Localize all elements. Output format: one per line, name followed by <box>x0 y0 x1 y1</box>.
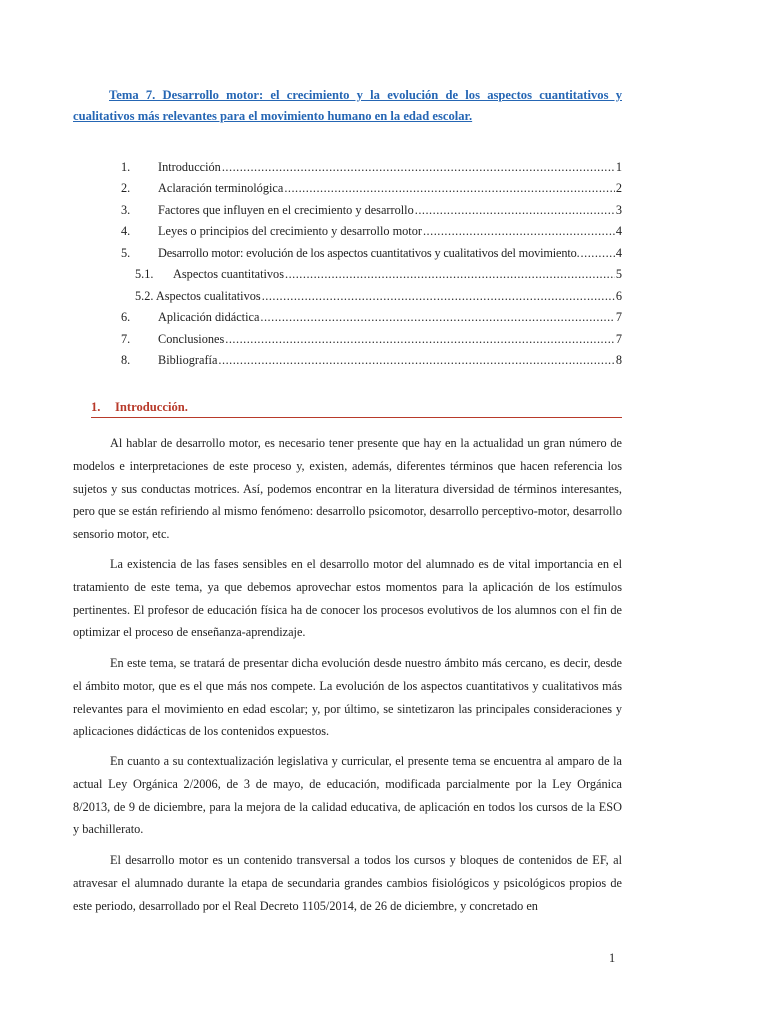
toc-entry-number: 5. <box>121 246 131 260</box>
toc-entry[interactable] <box>135 264 622 285</box>
toc-leader-dots <box>218 350 614 371</box>
document-title: Tema 7. Desarrollo motor: el crecimiento y la evolución de los aspectos cuantitativos y cualitativos más relevantes para el movimiento humano en la edad escolar. <box>73 88 622 123</box>
toc-entry-page: 7 <box>615 332 622 346</box>
toc-leader-dots <box>415 200 615 221</box>
body-paragraph: En cuanto a su contextualización legislativa y curricular, el presente tema se encuentra al amparo de la actual Ley Orgánica 2/2006, de 3 de mayo, de educación, modificada parcialmente por la Ley Orgánica 8/2013, de 9 de diciembre, para la mejora de la calidad educativa, de aplicación en todos los cursos de la ESO y bachillerato. <box>73 754 622 837</box>
toc-entry-page: 2 <box>615 181 622 195</box>
toc-entry[interactable] <box>121 329 622 350</box>
toc-entry-page: 4 <box>615 246 622 260</box>
toc-leader-dots <box>581 243 615 264</box>
toc-entry-page: 3 <box>615 203 622 217</box>
toc-entry-number: 4. <box>121 224 131 238</box>
toc-leader-dots <box>222 157 615 178</box>
toc-entry-number: 1. <box>121 160 131 174</box>
toc-leader-dots <box>262 286 615 307</box>
toc-entry[interactable] <box>121 350 622 371</box>
toc-entry-page: 1 <box>615 160 622 174</box>
toc-entry[interactable] <box>121 307 622 328</box>
toc-entry-text: Bibliografía <box>158 353 218 367</box>
toc-entry-text: Introducción <box>158 160 221 174</box>
toc-entry-number: 7. <box>121 332 131 346</box>
toc-entry-number: 2. <box>121 181 131 195</box>
toc-entry[interactable] <box>121 243 622 264</box>
toc-entry-text: Conclusiones <box>158 332 225 346</box>
toc-entry[interactable] <box>121 200 622 221</box>
toc-entry-text: Leyes o principios del crecimiento y desarrollo motor <box>158 224 422 238</box>
toc-entry-text: Factores que influyen en el crecimiento y desarrollo <box>158 203 414 217</box>
toc-entry-page: 4 <box>615 224 622 238</box>
toc-leader-dots <box>225 329 615 350</box>
toc-entry-text: Aspectos cuantitativos <box>173 267 284 281</box>
toc-entry-number: 5.1. <box>135 267 154 281</box>
toc-entry-number: 8. <box>121 353 131 367</box>
toc-leader-dots <box>260 307 614 328</box>
toc-entry-text: Aplicación didáctica <box>158 310 260 324</box>
section-heading-text: Introducción. <box>115 400 188 414</box>
toc-entry[interactable] <box>121 221 622 242</box>
toc-entry-text: 5.2. Aspectos cualitativos <box>135 289 261 303</box>
toc-entry-text: Desarrollo motor: evolución de los aspectos cuantitativos y cualitativos del movimiento. <box>158 246 580 260</box>
page-number: 1 <box>609 951 616 965</box>
toc-entry[interactable] <box>121 178 622 199</box>
section-heading <box>91 397 622 418</box>
toc-entry-text: Aclaración terminológica <box>158 181 284 195</box>
toc-entry-page: 6 <box>615 289 622 303</box>
section-heading-number: 1. <box>91 400 101 414</box>
toc-entry-page: 8 <box>615 353 622 367</box>
toc-entry-number: 6. <box>121 310 131 324</box>
toc-entry-page: 5 <box>615 267 622 281</box>
toc-entry-page: 7 <box>615 310 622 324</box>
body-paragraph: El desarrollo motor es un contenido transversal a todos los cursos y bloques de contenidos de EF, al atravesar el alumnado durante la etapa de secundaria grandes cambios fisiológicos y psicológicos propios de este periodo, desarrollado por el Real Decreto 1105/2014, de 26 de diciembre, y concretado en <box>73 853 622 913</box>
toc-entry[interactable] <box>135 286 622 307</box>
body-paragraph: La existencia de las fases sensibles en el desarrollo motor del alumnado es de vital importancia en el tratamiento de este tema, ya que debemos aprovechar estos momentos para la aplicación de los estímulos pertinentes. El profesor de educación física ha de conocer los procesos evolutivos de los alumnos con el fin de optimizar el proceso de enseñanza-aprendizaje. <box>73 557 622 640</box>
toc-leader-dots <box>285 264 615 285</box>
toc-leader-dots <box>284 178 615 199</box>
body-paragraph: Al hablar de desarrollo motor, es necesario tener presente que hay en la actualidad un gran número de modelos e interpretaciones de este proceso y, existen, además, diferentes términos que hacen referencia los sujetos y sus conductas motrices. Así, podemos encontrar en la literatura diversidad de términos interesantes, pero que se están refiriendo al mismo fenómeno: desarrollo psicomotor, desarrollo perceptivo-motor, desarrollo sensorio motor, etc. <box>73 436 622 542</box>
toc-entry-number: 3. <box>121 203 131 217</box>
toc-leader-dots <box>423 221 615 242</box>
body-paragraph: En este tema, se tratará de presentar dicha evolución desde nuestro ámbito más cercano, es decir, desde el ámbito motor, que es el que más nos compete. La evolución de los aspectos cuantitativos y cualitativos más relevantes para el movimiento en edad escolar; y, por último, se sintetizaron las principales consideraciones y aplicaciones didácticas de los contenidos expuestos. <box>73 656 622 739</box>
toc-entry[interactable] <box>121 157 622 178</box>
